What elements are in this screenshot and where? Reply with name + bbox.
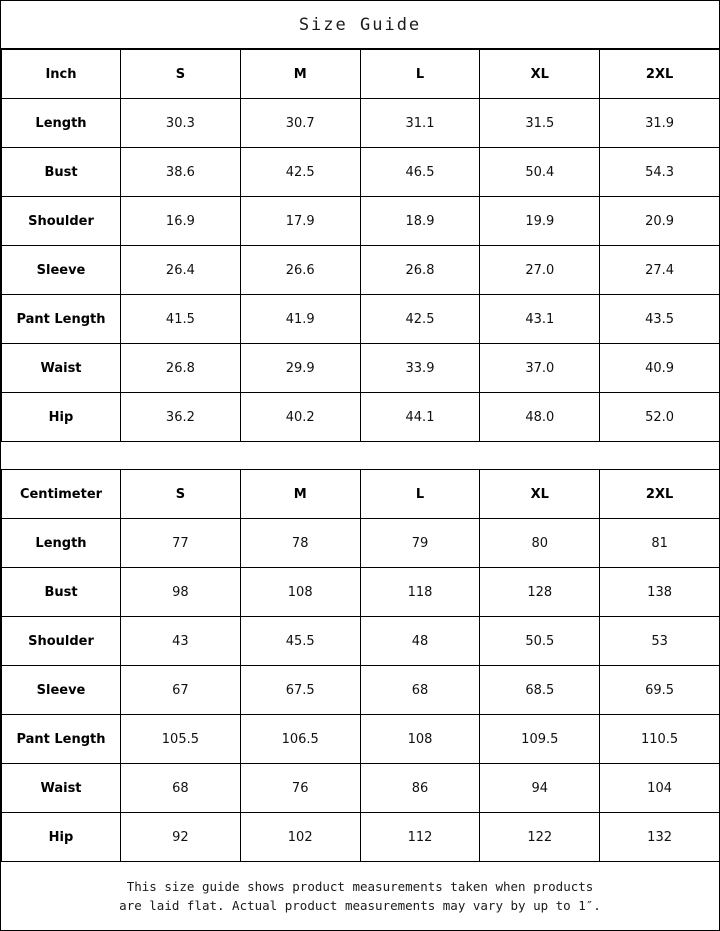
cell-value: 80 (480, 519, 600, 568)
cell-value: 20.9 (600, 197, 720, 246)
cell-value: 54.3 (600, 148, 720, 197)
cell-value: 18.9 (360, 197, 480, 246)
cell-value: 109.5 (480, 715, 600, 764)
table-header-row (2, 50, 720, 99)
table-row (2, 393, 720, 442)
table-row (2, 295, 720, 344)
cell-value: 27.0 (480, 246, 600, 295)
size-header-2xl: 2XL (600, 50, 720, 99)
size-header-l: L (360, 470, 480, 519)
cell-value: 43 (121, 617, 241, 666)
cell-value: 16.9 (121, 197, 241, 246)
cell-value: 27.4 (600, 246, 720, 295)
cell-value: 108 (240, 568, 360, 617)
cell-value: 26.6 (240, 246, 360, 295)
cell-value: 17.9 (240, 197, 360, 246)
inch-size-table (1, 49, 720, 442)
size-header-s: S (121, 50, 241, 99)
cell-value: 132 (600, 813, 720, 862)
row-label: Sleeve (2, 666, 121, 715)
cell-value: 77 (121, 519, 241, 568)
cell-value: 30.3 (121, 99, 241, 148)
row-label: Bust (2, 148, 121, 197)
row-label: Hip (2, 813, 121, 862)
cell-value: 30.7 (240, 99, 360, 148)
unit-label-centimeter: Centimeter (2, 470, 121, 519)
table-row (2, 715, 720, 764)
table-row (2, 344, 720, 393)
size-header-xl: XL (480, 470, 600, 519)
table-separator (1, 442, 719, 469)
cell-value: 46.5 (360, 148, 480, 197)
cell-value: 42.5 (360, 295, 480, 344)
cell-value: 26.8 (360, 246, 480, 295)
cell-value: 26.4 (121, 246, 241, 295)
cell-value: 105.5 (121, 715, 241, 764)
cell-value: 41.5 (121, 295, 241, 344)
cell-value: 31.1 (360, 99, 480, 148)
row-label: Length (2, 519, 121, 568)
row-label: Waist (2, 764, 121, 813)
cell-value: 138 (600, 568, 720, 617)
cell-value: 53 (600, 617, 720, 666)
cell-value: 45.5 (240, 617, 360, 666)
row-label: Bust (2, 568, 121, 617)
cell-value: 67 (121, 666, 241, 715)
cell-value: 102 (240, 813, 360, 862)
cell-value: 68 (360, 666, 480, 715)
cell-value: 41.9 (240, 295, 360, 344)
note-line-2: are laid flat. Actual product measurements may vary by up to 1″. (119, 898, 601, 913)
cell-value: 108 (360, 715, 480, 764)
table-row (2, 148, 720, 197)
row-label: Pant Length (2, 715, 121, 764)
inch-table-wrapper (1, 49, 719, 442)
table-row (2, 519, 720, 568)
size-header-xl: XL (480, 50, 600, 99)
table-header-row (2, 470, 720, 519)
cell-value: 110.5 (600, 715, 720, 764)
page-title: Size Guide (1, 1, 719, 49)
cell-value: 122 (480, 813, 600, 862)
cell-value: 92 (121, 813, 241, 862)
cell-value: 48 (360, 617, 480, 666)
centimeter-table-wrapper (1, 469, 719, 862)
cell-value: 38.6 (121, 148, 241, 197)
size-guide-note (1, 862, 719, 930)
table-row (2, 246, 720, 295)
row-label: Shoulder (2, 617, 121, 666)
cell-value: 48.0 (480, 393, 600, 442)
table-row (2, 568, 720, 617)
row-label: Sleeve (2, 246, 121, 295)
cell-value: 118 (360, 568, 480, 617)
cell-value: 79 (360, 519, 480, 568)
table-row (2, 813, 720, 862)
cell-value: 128 (480, 568, 600, 617)
note-line-1: This size guide shows product measurements taken when products (126, 878, 594, 894)
row-label: Waist (2, 344, 121, 393)
cell-value: 86 (360, 764, 480, 813)
cell-value: 81 (600, 519, 720, 568)
cell-value: 40.9 (600, 344, 720, 393)
cell-value: 69.5 (600, 666, 720, 715)
table-row (2, 666, 720, 715)
table-row (2, 197, 720, 246)
table-row (2, 99, 720, 148)
cell-value: 106.5 (240, 715, 360, 764)
table-row (2, 764, 720, 813)
cell-value: 26.8 (121, 344, 241, 393)
row-label: Length (2, 99, 121, 148)
cell-value: 78 (240, 519, 360, 568)
unit-label-inch: Inch (2, 50, 121, 99)
cell-value: 112 (360, 813, 480, 862)
cell-value: 52.0 (600, 393, 720, 442)
size-header-m: M (240, 50, 360, 99)
cell-value: 43.1 (480, 295, 600, 344)
cell-value: 68 (121, 764, 241, 813)
cell-value: 29.9 (240, 344, 360, 393)
cell-value: 67.5 (240, 666, 360, 715)
row-label: Hip (2, 393, 121, 442)
cell-value: 19.9 (480, 197, 600, 246)
size-header-2xl: 2XL (600, 470, 720, 519)
cell-value: 31.5 (480, 99, 600, 148)
table-row (2, 617, 720, 666)
row-label: Pant Length (2, 295, 121, 344)
cell-value: 40.2 (240, 393, 360, 442)
cell-value: 98 (121, 568, 241, 617)
centimeter-size-table (1, 469, 720, 862)
cell-value: 50.4 (480, 148, 600, 197)
cell-value: 94 (480, 764, 600, 813)
cell-value: 76 (240, 764, 360, 813)
cell-value: 37.0 (480, 344, 600, 393)
cell-value: 50.5 (480, 617, 600, 666)
cell-value: 43.5 (600, 295, 720, 344)
cell-value: 44.1 (360, 393, 480, 442)
cell-value: 42.5 (240, 148, 360, 197)
cell-value: 36.2 (121, 393, 241, 442)
cell-value: 104 (600, 764, 720, 813)
cell-value: 31.9 (600, 99, 720, 148)
cell-value: 33.9 (360, 344, 480, 393)
row-label: Shoulder (2, 197, 121, 246)
cell-value: 68.5 (480, 666, 600, 715)
size-header-m: M (240, 470, 360, 519)
size-header-s: S (121, 470, 241, 519)
size-header-l: L (360, 50, 480, 99)
